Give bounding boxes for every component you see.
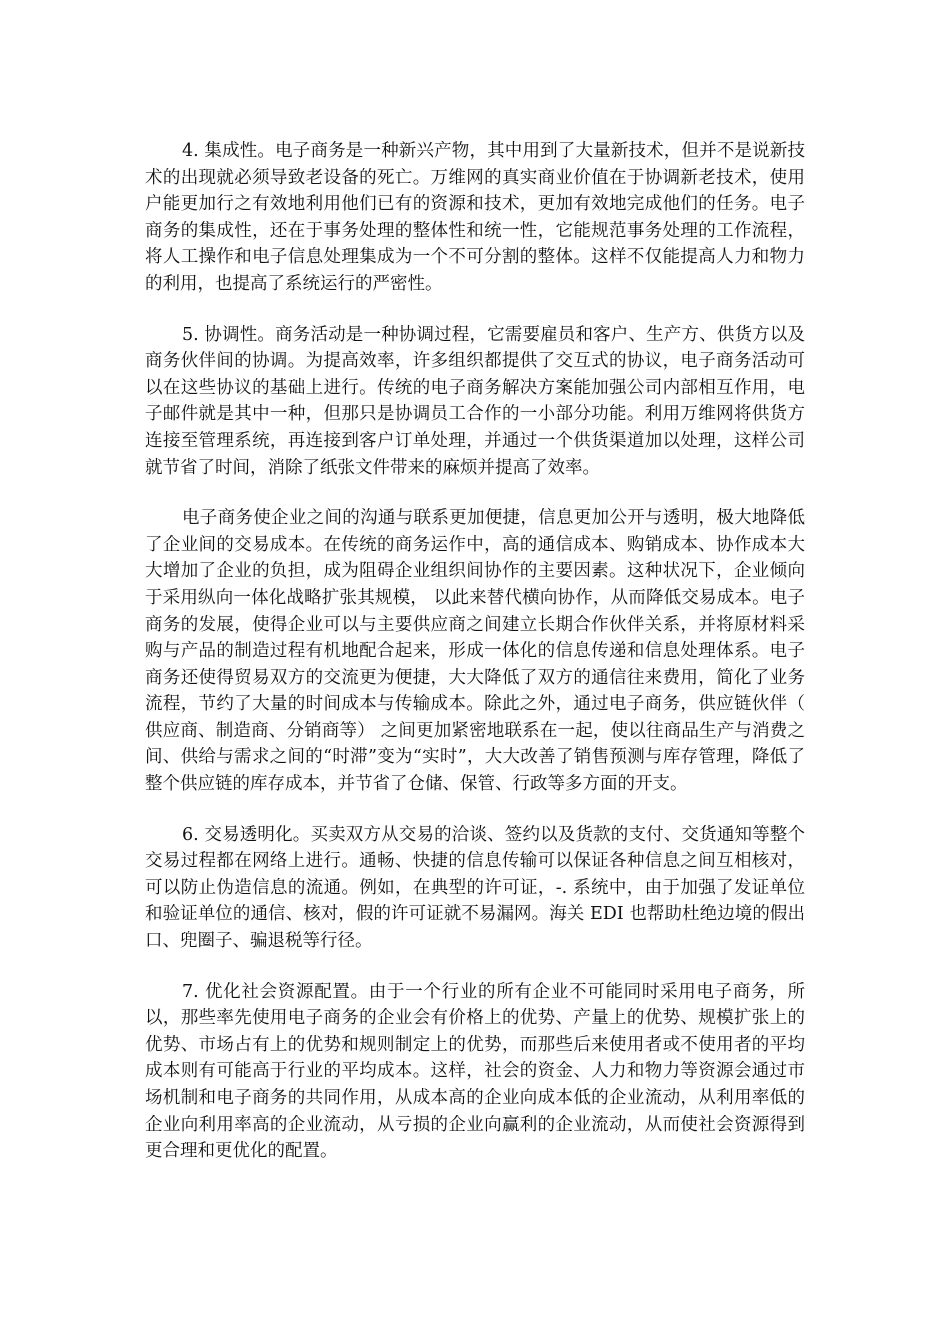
paragraph-transaction-cost: 电子商务使企业之间的沟通与联系更加便捷，信息更加公开与透明，极大地降低了企业间的交易成本。在传统的商务运作中，高的通信成本、购销成本、协作成本大大增加了企业的负担，成为阻碍企业组织间协作的主要因素。这种状况下，企业倾向于采用纵向一体化战略扩张其规模， 以此来替代横向协作，从而降低交易成本。电子商务的发展，使得企业可以与主要供应商之间建立长期合作伙伴关系，并将原材料采购与产品的制造过程有机地配合起来，形成一体化的信息传递和信息处理体系。电子商务还使得贸易双方的交流更为便捷，大大降低了双方的通信往来费用，简化了业务流程，节约了大量的时间成本与传输成本。除此之外，通过电子商务，供应链伙伴（ 供应商、制造商、分销商等） 之间更加紧密地联系在一起，使以往商品生产与消费之间、供给与需求之间的“时滞”变为“实时”，大大改善了销售预测与库存管理，降低了整个供应链的库存成本，并节省了仓储、保管、行政等多方面的开支。 — [145, 508, 805, 795]
document-page — [145, 138, 805, 1189]
paragraph-integration: 4. 集成性。电子商务是一种新兴产物，其中用到了大量新技术，但并不是说新技术的出现就必须导致老设备的死亡。万维网的真实商业价值在于协调新老技术，使用户能更加行之有效地利用他们已有的资源和技术，更加有效地完成他们的任务。电子商务的集成性，还在于事务处理的整体性和统一性，它能规范事务处理的工作流程，将人工操作和电子信息处理集成为一个不可分割的整体。这样不仅能提高人力和物力的利用，也提高了系统运行的严密性。 — [145, 141, 805, 294]
paragraph-transparency: 6. 交易透明化。买卖双方从交易的洽谈、签约以及货款的支付、交货通知等整个交易过程都在网络上进行。通畅、快捷的信息传输可以保证各种信息之间互相核对，可以防止伪造信息的流通。例如，在典型的许可证，-. 系统中，由于加强了发证单位和验证单位的通信、核对，假的许可证就不易漏网。海关 EDI 也帮助杜绝边境的假出口、兜圈子、骗退税等行径。 — [145, 824, 805, 952]
paragraph-coordination: 5. 协调性。商务活动是一种协调过程，它需要雇员和客户、生产方、供货方以及商务伙伴间的协调。为提高效率，许多组织都提供了交互式的协议，电子商务活动可以在这些协议的基础上进行。传统的电子商务解决方案能加强公司内部相互作用，电子邮件就是其中一种，但那只是协调员工合作的一小部分功能。利用万维网将供货方连接至管理系统，再连接到客户订单处理，并通过一个供货渠道加以处理，这样公司就节省了时间，消除了纸张文件带来的麻烦并提高了效率。 — [145, 324, 805, 478]
paragraph-resource-allocation: 7. 优化社会资源配置。由于一个行业的所有企业不可能同时采用电子商务，所以，那些率先使用电子商务的企业会有价格上的优势、产量上的优势、规模扩张上的优势、市场占有上的优势和规则制定上的优势，而那些后来使用者或不使用者的平均成本则有可能高于行业的平均成本。这样，社会的资金、人力和物力等资源会通过市场机制和电子商务的共同作用，从成本高的企业向成本低的企业流动，从利用率低的企业向利用率高的企业流动，从亏损的企业向赢利的企业流动，从而使社会资源得到更合理和更优化的配置。 — [145, 981, 805, 1162]
